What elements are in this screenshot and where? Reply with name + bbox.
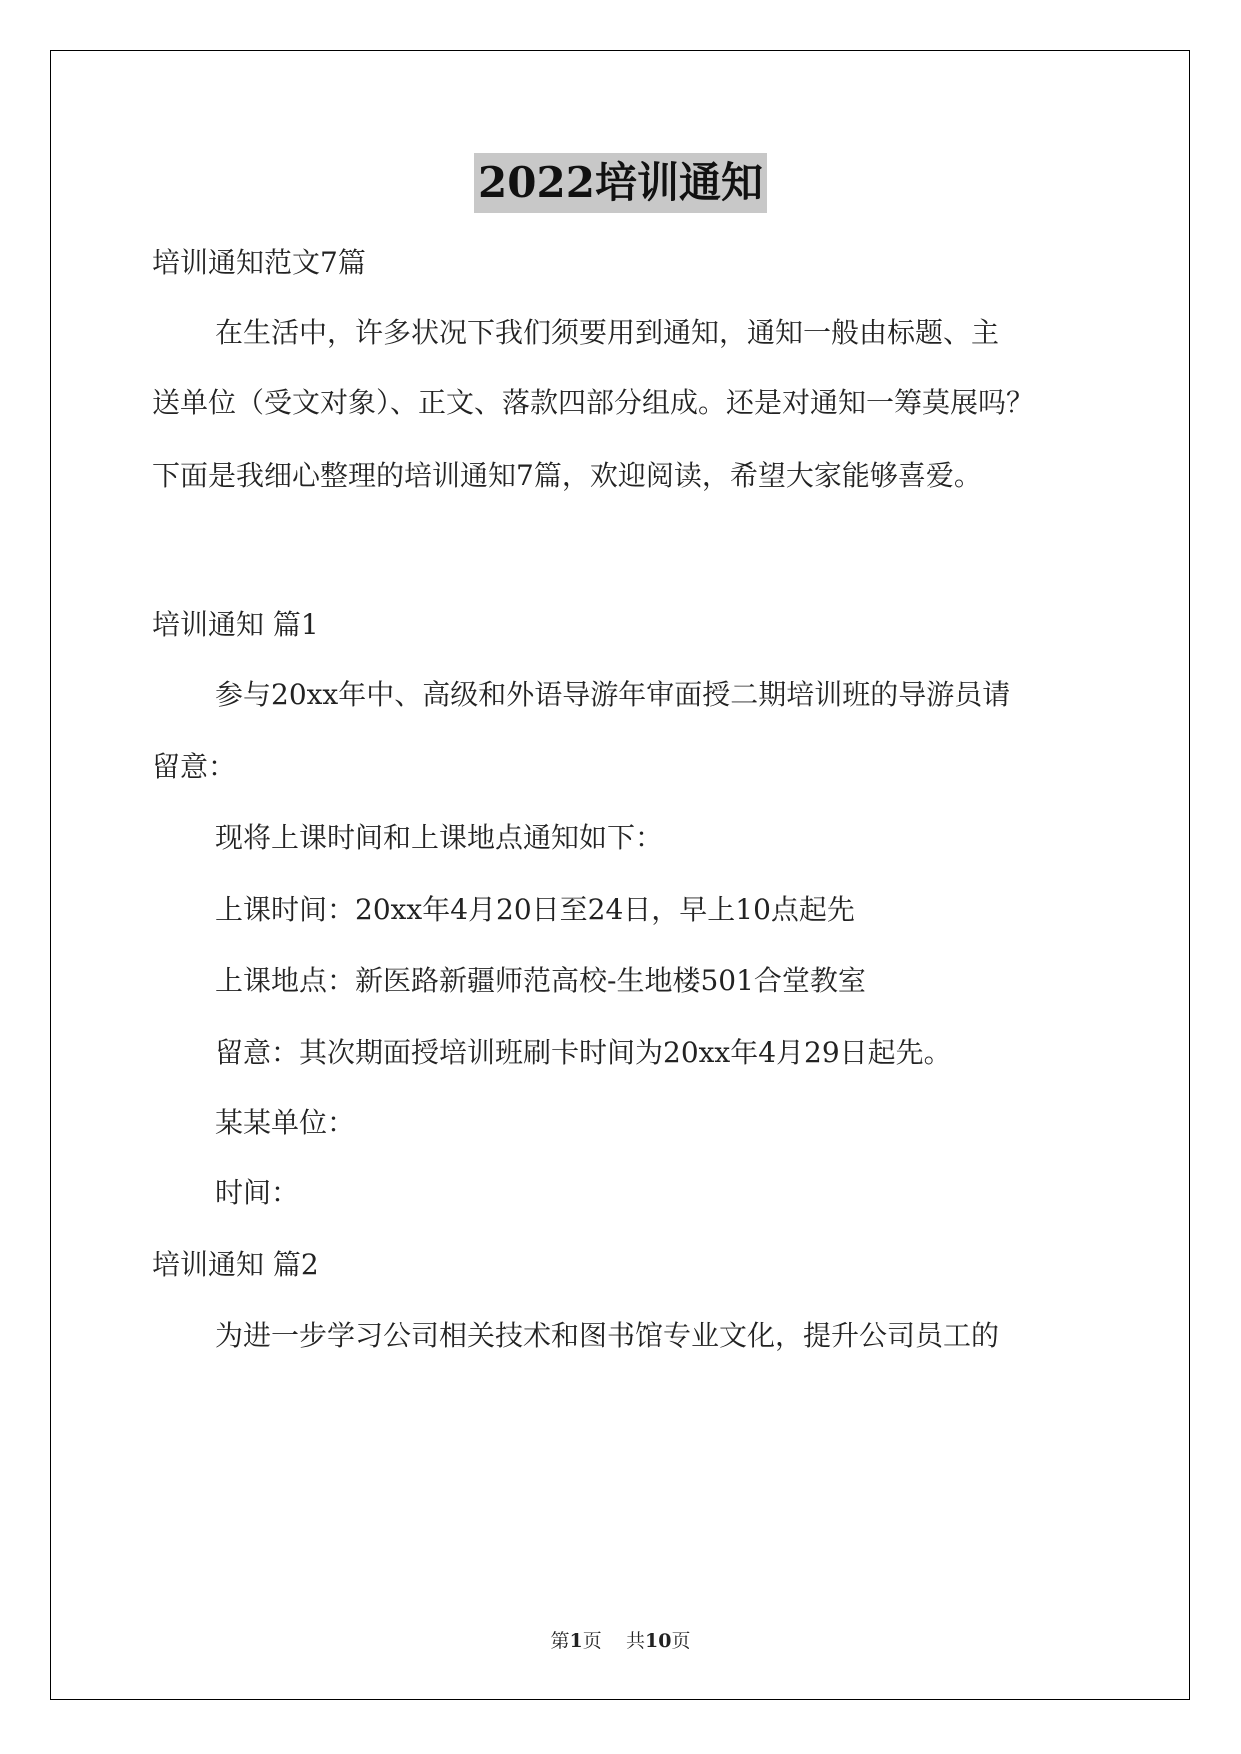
paragraph-line: 留意： (152, 750, 237, 783)
paragraph-line: 下面是我细心整理的培训通知7篇，欢迎阅读，希望大家能够喜爱。 (152, 459, 982, 492)
section-heading: 培训通知 篇2 (152, 1248, 319, 1281)
paragraph-line: 现将上课时间和上课地点通知如下： (215, 821, 664, 854)
total-pages: 10 (644, 1630, 672, 1652)
section-heading: 培训通知 篇1 (152, 608, 319, 641)
paragraph-line: 时间： (215, 1176, 300, 1209)
subtitle-line: 培训通知范文7篇 (152, 246, 366, 279)
paragraph-line: 参与20xx年中、高级和外语导游年审面授二期培训班的导游员请 (215, 678, 1011, 711)
page-suffix: 页 (582, 1630, 602, 1652)
document-title: 2022培训通知 (474, 153, 767, 213)
page-border (50, 50, 1190, 1700)
paragraph-line: 在生活中，许多状况下我们须要用到通知，通知一般由标题、主 (215, 316, 1000, 349)
page-number: 1 (569, 1630, 583, 1652)
paragraph-line: 送单位（受文对象）、正文、落款四部分组成。还是对通知一筹莫展吗？ (152, 386, 1035, 419)
total-suffix: 页 (671, 1630, 691, 1652)
page-footer (0, 1628, 1241, 1654)
title-wrap (0, 153, 1241, 213)
paragraph-line: 上课地点：新医路新疆师范高校-生地楼501合堂教室 (215, 964, 866, 997)
paragraph-line: 某某单位： (215, 1106, 356, 1139)
paragraph-line: 上课时间：20xx年4月20日至24日，早上10点起先 (215, 893, 855, 926)
paragraph-line: 为进一步学习公司相关技术和图书馆专业文化，提升公司员工的 (215, 1319, 1000, 1352)
page-prefix: 第 (550, 1630, 570, 1652)
total-prefix: 共 (625, 1630, 645, 1652)
paragraph-line: 留意：其次期面授培训班刷卡时间为20xx年4月29日起先。 (215, 1036, 952, 1069)
